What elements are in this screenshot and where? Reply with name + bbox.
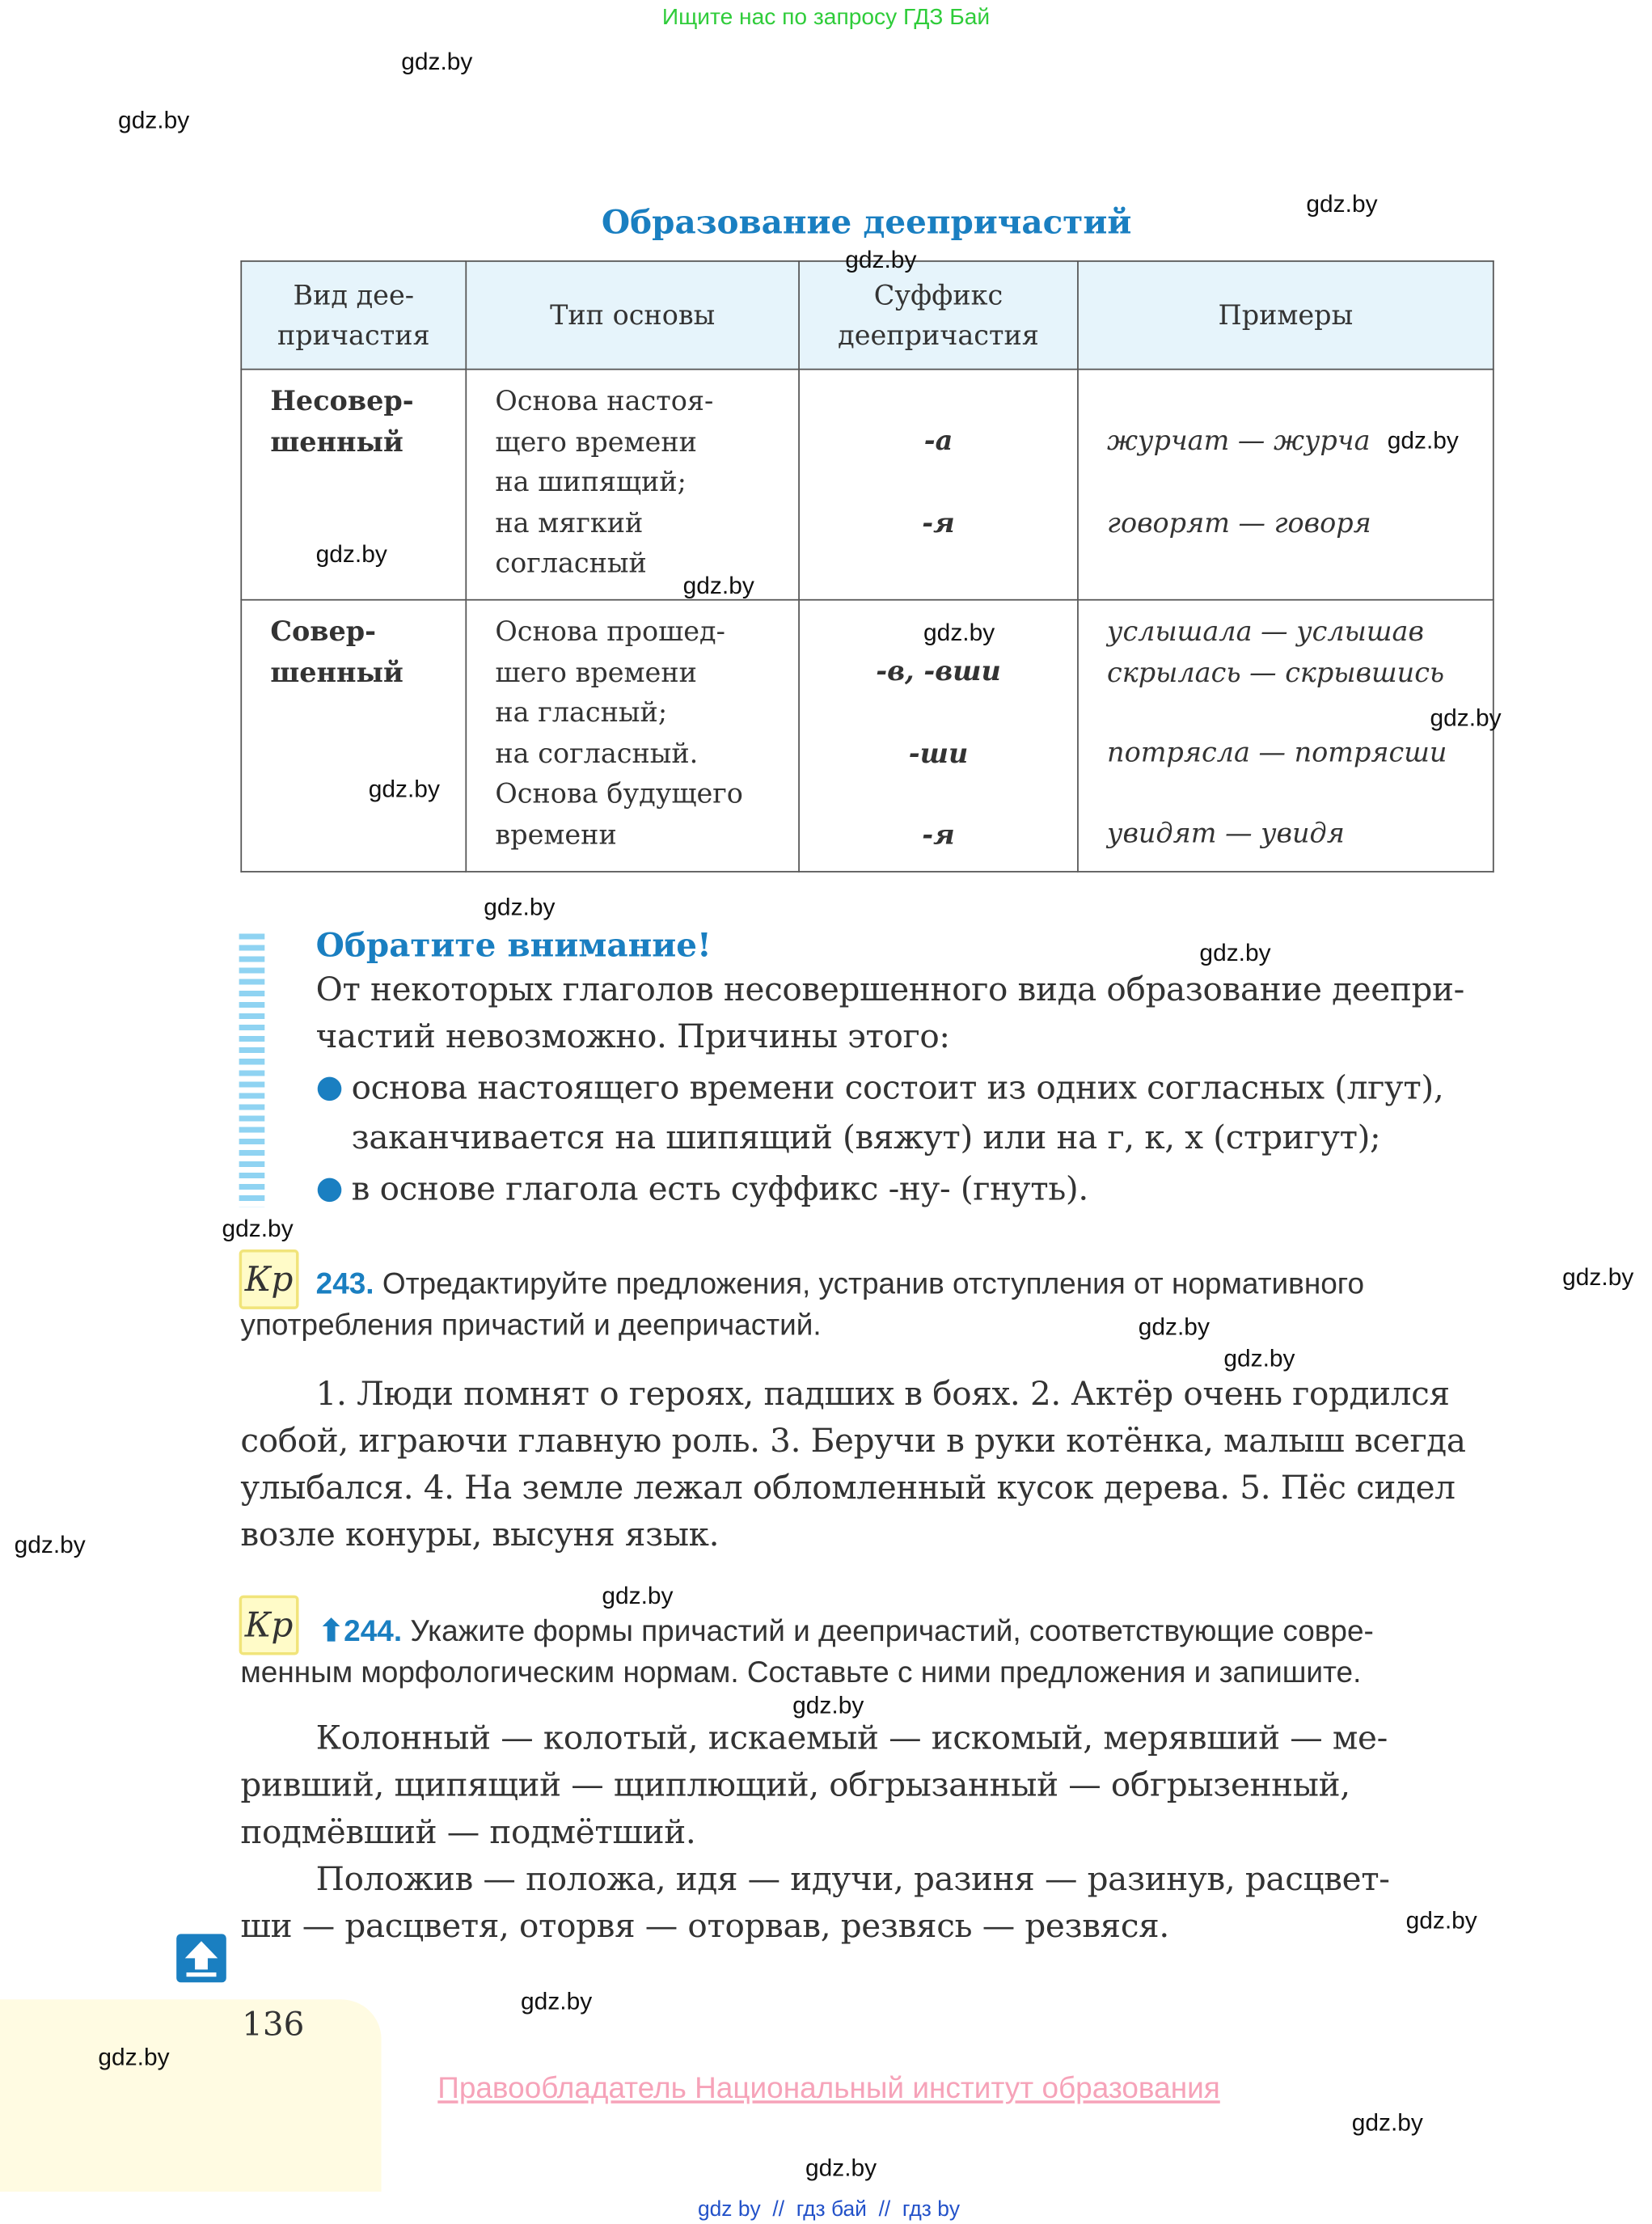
- header-examples: Примеры: [1078, 261, 1494, 370]
- exercise-text: улыбался. 4. На земле лежал обломленный кусок дерева. 5. Пёс сидел: [240, 1469, 1456, 1507]
- example: говорят — говоря: [1107, 507, 1371, 539]
- watermark: gdz.by: [792, 1692, 864, 1719]
- exercise-text: Положив — положа, идя — идучи, разиня — разинув, расцвет-: [315, 1861, 1390, 1899]
- top-banner[interactable]: Ищите нас по запросу ГДЗ Бай: [661, 6, 991, 30]
- increased-difficulty-arrow-icon: ⬆: [319, 1615, 344, 1648]
- copyright-link[interactable]: Правообладатель Национальный институт образования: [437, 2072, 1220, 2105]
- watermark: gdz.by: [1405, 1906, 1477, 1934]
- watermark: gdz.by: [1138, 1313, 1210, 1341]
- kind-cell: Несовер- шенный: [241, 370, 466, 600]
- examples-cell: [1078, 370, 1494, 600]
- suffix: -а: [923, 425, 953, 457]
- exercise-number: 243.: [315, 1267, 374, 1301]
- bullet-text: в основе глагола есть суффикс -ну- (гнуть).: [351, 1171, 1088, 1208]
- suffix: -в, -вши: [876, 656, 1001, 687]
- watermark: gdz.by: [401, 48, 473, 76]
- attention-text: От некоторых глаголов несовершенного вида образование деепри-: [315, 971, 1465, 1009]
- watermark: gdz.by: [315, 540, 387, 569]
- table-header-row: [241, 261, 1494, 370]
- watermark: gdz.by: [845, 246, 917, 273]
- exercise-number: 244.: [344, 1615, 403, 1648]
- watermark: gdz.by: [118, 106, 190, 134]
- suffix: -ши: [908, 738, 969, 770]
- stem-cell: Основа прошед- шего времени на гласный; на согласный. Основа будущего времени: [466, 600, 799, 872]
- watermark: gdz.by: [805, 2154, 877, 2182]
- exercise-244-task: [319, 1615, 1374, 1649]
- watermark: gdz.by: [1306, 190, 1378, 218]
- footer-links[interactable]: gdz by // гдз бай // гдз by: [697, 2197, 961, 2222]
- example: увидят — увидя: [1107, 817, 1345, 849]
- bullet-icon: ●: [315, 1070, 344, 1106]
- control-work-badge-icon: Кр: [239, 1249, 299, 1309]
- header-kind: Вид дее- причастия: [241, 261, 466, 370]
- suffix: -я: [922, 507, 955, 539]
- exercise-text: возле конуры, высуня язык.: [240, 1516, 720, 1554]
- scroll-up-button[interactable]: [176, 1934, 226, 1982]
- watermark: gdz.by: [923, 619, 995, 646]
- page-number: 136: [242, 2006, 305, 2044]
- watermark: gdz.by: [14, 1531, 86, 1558]
- table-row: [241, 600, 1494, 872]
- attention-stripes: [239, 933, 265, 1207]
- exercise-text: ши — расцветя, оторвя — оторвав, резвясь — резвяся.: [240, 1908, 1169, 1946]
- exercise-text: 1. Люди помнят о героях, падших в боях. 2. Актёр очень гордился: [315, 1376, 1450, 1414]
- watermark: gdz.by: [368, 776, 440, 803]
- stem-cell: Основа настоя- щего времени на шипящий; на мягкий согласный: [466, 370, 799, 600]
- bullet-icon: ●: [315, 1171, 344, 1207]
- task-text: Укажите формы причастий и деепричастий, соответствующие совре-: [410, 1615, 1374, 1648]
- control-work-badge-icon: Кр: [239, 1596, 299, 1655]
- watermark: gdz.by: [1351, 2108, 1423, 2137]
- task-text: употребления причастий и деепричастий.: [240, 1309, 822, 1342]
- exercise-text: подмёвший — подмётший.: [240, 1814, 696, 1852]
- suffix: -я: [922, 819, 955, 852]
- header-stem: Тип основы: [466, 261, 799, 370]
- bullet-text: заканчивается на шипящий (вяжут) или на г, к, х (стригут);: [351, 1119, 1381, 1157]
- task-text: Отредактируйте предложения, устранив отступления от нормативного: [382, 1267, 1365, 1301]
- example: журчат — журча: [1107, 425, 1371, 457]
- watermark: gdz.by: [602, 1582, 674, 1610]
- examples-cell: [1078, 600, 1494, 872]
- exercise-243-task: [316, 1268, 1364, 1302]
- section-title: Образование деепричастий: [601, 203, 1132, 243]
- watermark: gdz.by: [682, 572, 754, 599]
- exercise-text: Колонный — колотый, искаемый — искомый, мерявший — ме-: [315, 1720, 1388, 1758]
- task-text: менным морфологическим нормам. Составьте с ними предложения и запишите.: [240, 1656, 1362, 1689]
- watermark: gdz.by: [1562, 1263, 1634, 1292]
- watermark: gdz.by: [521, 1988, 593, 2015]
- attention-title: Обратите внимание!: [315, 926, 712, 966]
- table-row: [241, 370, 1494, 600]
- up-arrow-icon: [176, 1934, 226, 1982]
- watermark: gdz.by: [1199, 939, 1271, 966]
- watermark: gdz.by: [1430, 704, 1502, 732]
- watermark: gdz.by: [98, 2043, 170, 2071]
- watermark: gdz.by: [222, 1215, 294, 1243]
- exercise-text: собой, играючи главную роль. 3. Беручи в руки котёнка, малыш всегда: [240, 1423, 1466, 1461]
- example: услышала — услышав: [1107, 615, 1424, 648]
- bullet-text: основа настоящего времени состоит из одних согласных (лгут),: [351, 1070, 1444, 1108]
- watermark: gdz.by: [1223, 1344, 1295, 1372]
- example: потрясла — потрясши: [1107, 737, 1447, 769]
- watermark: gdz.by: [1387, 426, 1459, 455]
- suffix-cell: [799, 370, 1078, 600]
- attention-text: частий невозможно. Причины этого:: [315, 1018, 950, 1056]
- kind-cell: Совер- шенный: [241, 600, 466, 872]
- watermark: gdz.by: [484, 894, 556, 921]
- exercise-text: ривший, щипящий — щиплющий, обгрызанный — обгрызенный,: [240, 1767, 1350, 1805]
- header-suffix: Суффикс деепричастия: [799, 261, 1078, 370]
- example: скрылась — скрывшись: [1107, 657, 1445, 688]
